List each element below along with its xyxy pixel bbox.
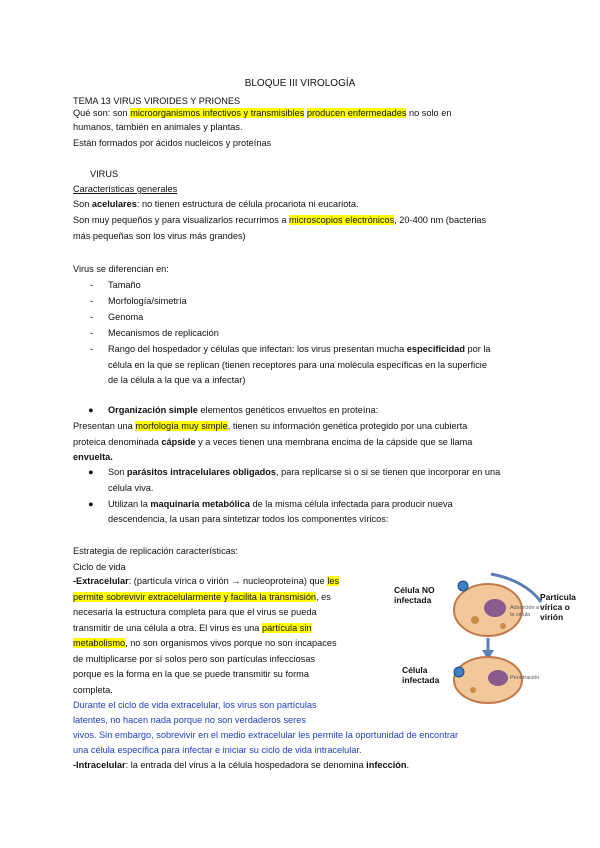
bullet-item: [88, 466, 500, 478]
highlight-span: les: [327, 576, 340, 586]
dash-marker: -: [90, 296, 94, 306]
highlight-span: morfología muy simple: [135, 421, 228, 431]
figure-label-infectada: [402, 665, 442, 685]
figure-label-text: Célula NO infectada: [394, 585, 435, 605]
figure-label-adsorcion: [510, 605, 540, 619]
bold-span: parásitos intracelulares obligados: [126, 467, 276, 477]
blue-note-line-3: vivos. Sin embargo, sobrevivir en el medio extracelular les permite la oportunidad de encontrar: [73, 730, 459, 740]
bullet-continuation: descendencia, la usan para sintetizar todos los componentes víricos:: [108, 514, 389, 524]
text-span: : la entrada del virus a la célula hospedadora se denomina: [125, 760, 367, 770]
highlight-span: microorganismos infectivos y transmisibles: [130, 108, 305, 118]
highlight-span: partícula sin: [261, 623, 312, 633]
bullet-dot: ●: [88, 467, 94, 477]
text-span: y a veces tienen una membrana encima de la cápside que se llama: [195, 437, 473, 447]
intracelular-line: [73, 759, 409, 771]
caracteristicas-heading: Características generales: [73, 184, 178, 194]
highlight-span: permite sobrevivir extracelularmente y facilita la transmisión: [73, 592, 317, 602]
bold-span: -Extracelular: [73, 576, 129, 586]
bold-span: infección: [366, 760, 407, 770]
bullet-dot: ●: [88, 499, 94, 509]
blue-note-line-2: latentes, no hacen nada porque no son verdaderos seres: [73, 715, 306, 725]
text-span: Utilizan la: [108, 499, 151, 509]
caracteristicas-line-2: [73, 214, 486, 226]
dash-marker: -: [90, 312, 94, 322]
dash-marker: -: [90, 328, 94, 338]
highlight-span: metabolismo: [73, 638, 126, 648]
extracelular-line-4: [73, 622, 312, 634]
text-span: transmitir de una célula a otra. El virus es una: [73, 623, 262, 633]
text-span: .: [406, 760, 410, 770]
text-span: Son: [108, 467, 127, 477]
extracelular-line-2: [73, 591, 331, 603]
text-span: no solo en: [406, 108, 452, 118]
bold-span: Organización simple: [108, 405, 198, 415]
intro-line-1: [73, 107, 451, 119]
page-title: BLOQUE III VIROLOGÍA: [244, 78, 356, 89]
figure-label-text: Partícula vírica o virión: [540, 592, 576, 622]
virus-cell-figure: [363, 568, 563, 706]
list-item: [90, 279, 141, 291]
list-item: [90, 295, 187, 307]
section-virus: VIRUS: [90, 169, 119, 179]
text-span: : (partícula vírica o virión → nucleoproteína) que: [128, 576, 328, 586]
text-span: proteica denominada: [73, 437, 162, 447]
text-span: , para replicarse si o si se tienen que incorporar en una: [276, 467, 501, 477]
estrategia-line-1: Estrategia de replicación características:: [73, 546, 238, 556]
bullet-item: [88, 404, 378, 416]
list-item-text: Tamaño: [108, 280, 141, 290]
list-item-text: Mecanismos de replicación: [108, 328, 219, 338]
caracteristicas-line-1: [73, 198, 359, 210]
list-item: [90, 327, 219, 339]
list-item: [90, 343, 491, 355]
text-span: , tienen su información genética protegido por una cubierta: [227, 421, 468, 431]
extracelular-line-1: [73, 575, 339, 587]
bold-span: -Intracelular: [73, 760, 126, 770]
list-item: [90, 311, 143, 323]
intro-line-2: humanos, también en animales y plantas.: [73, 122, 243, 132]
extracelular-line-3: necesaria la estructura completa para que el virus se pueda: [73, 607, 317, 617]
figure-label-text: Célula infectada: [402, 665, 440, 685]
highlight-span: microscopios electrónicos: [289, 215, 395, 225]
text-span: Qué son: son: [73, 108, 131, 118]
list-item-continuation: célula en la que se replican (tienen receptores para una molécula específicas en la superficie: [108, 360, 487, 370]
bold-span: cápside: [161, 437, 196, 447]
extracelular-line-5: [73, 637, 337, 649]
bullet-item: [88, 498, 453, 510]
list-item-text: Morfología/simetría: [108, 296, 187, 306]
text-span: , no son organismos vivos porque no son incapaces: [125, 638, 337, 648]
extracelular-line-7: porque es la forma en la que se puede transmitir su forma: [73, 669, 309, 679]
extracelular-line-6: de multiplicarse por sí solos pero son partículas infecciosas: [73, 654, 316, 664]
bold-span: maquinaria metabólica: [150, 499, 250, 509]
bullet-continuation: célula viva.: [108, 483, 154, 493]
organizacion-line-3: [73, 451, 113, 463]
extracelular-line-8: completa.: [73, 685, 113, 695]
organizacion-line-2: [73, 436, 472, 448]
list-item-text: Genoma: [108, 312, 144, 322]
text-span: : no tienen estructura de célula procariota ni eucariota.: [136, 199, 359, 209]
bold-span: especificidad: [406, 344, 465, 354]
figure-label-text: Adsorción a la célula: [510, 605, 540, 618]
text-span: Presentan una: [73, 421, 136, 431]
figure-label-penetracion: Penetración: [510, 675, 540, 681]
text-span: Son: [73, 199, 92, 209]
tema-heading: TEMA 13 VIRUS VIROIDES Y PRIONES: [73, 96, 241, 106]
estrategia-line-2: Ciclo de vida: [73, 562, 126, 572]
dash-marker: -: [90, 280, 94, 290]
text-span: elementos genéticos envueltos en proteína:: [197, 405, 379, 415]
diferencias-intro: Virus se diferencian en:: [73, 264, 169, 274]
dash-marker: -: [90, 344, 94, 354]
highlight-span: producen enfermedades: [306, 108, 407, 118]
text-span: de la misma célula infectada para producir nueva: [249, 499, 453, 509]
text-span: Rango del hospedador y células que infectan: los virus presentan mucha: [108, 344, 407, 354]
caracteristicas-line-3: más pequeñas son los virus más grandes): [73, 231, 246, 241]
text-span: por la: [465, 344, 491, 354]
bullet-dot: ●: [88, 405, 94, 415]
blue-note-line-4: una célula específica para infectar e iniciar su ciclo de vida intracelular.: [73, 745, 362, 755]
text-span: Son muy pequeños y para visualizarlos recurrimos a: [73, 215, 290, 225]
text-span: , 20-400 nm (bacterias: [394, 215, 487, 225]
bold-span: envuelta.: [73, 452, 113, 462]
list-item-continuation: de la célula a la que va a infectar): [108, 375, 246, 385]
blue-note-line-1: Durante el ciclo de vida extracelular, los virus son partículas: [73, 700, 317, 710]
figure-label-particula: [540, 592, 592, 622]
figure-label-no-infectada: [394, 585, 440, 605]
organizacion-line-1: [73, 420, 467, 432]
intro-line-3: Están formados por ácidos nucleicos y proteínas: [73, 138, 272, 148]
text-span: , es: [316, 592, 331, 602]
bold-span: acelulares: [91, 199, 137, 209]
